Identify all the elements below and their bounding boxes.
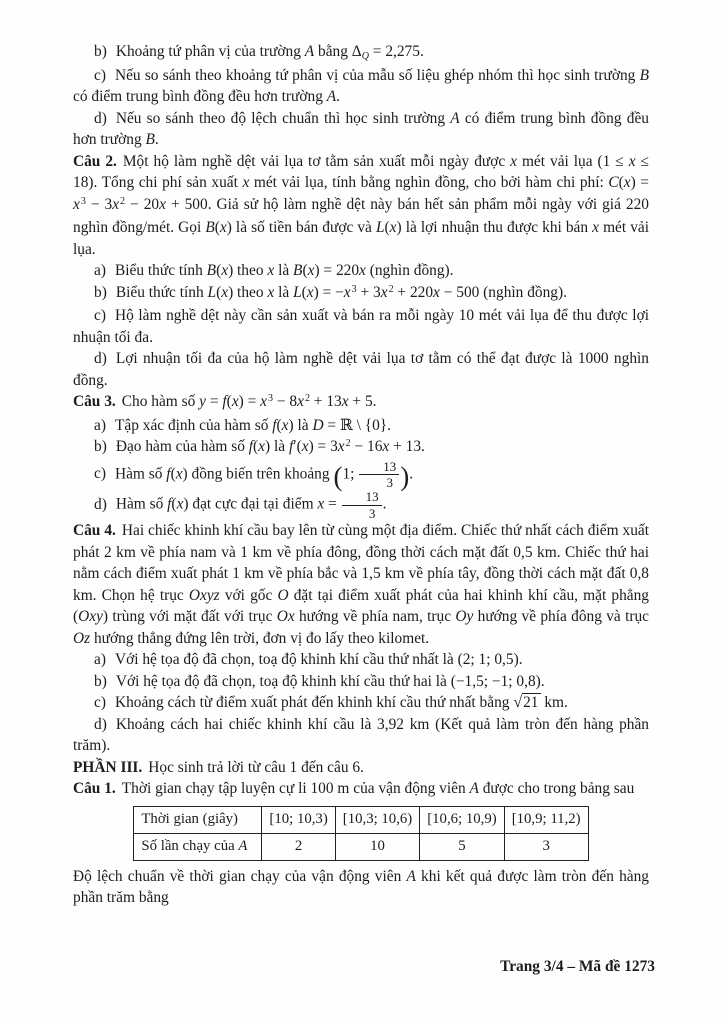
math-variable: x — [592, 219, 599, 236]
math-variable: x — [73, 195, 80, 213]
superscript: 2 — [120, 195, 126, 207]
math-variable: x — [176, 495, 184, 513]
math-variable: x — [258, 438, 266, 455]
part2-q2-item-d-label: d) — [94, 350, 107, 367]
math-variable: B — [293, 262, 303, 279]
math-variable: Oz — [73, 629, 91, 647]
fraction-denominator: 3 — [342, 505, 382, 521]
part2-q3-item-a: a) Tập xác định của hàm số f(x) là D = ℝ \ {0}. — [94, 416, 392, 434]
math-variable: Oxy — [78, 608, 103, 626]
math-variable: A — [304, 43, 315, 60]
math-variable: f — [167, 495, 172, 513]
part2-q2: Câu 2. Một hộ làm nghề dệt vải lụa tơ tằm sản xuất mỗi ngày được x mét vải lụa (1 ≤ x ≤ 18). Tổng chi phí sản xuất x mét vải lụa, tính bằng nghìn đồng, cho bởi hàm chi phí: $C(x) = x^3 - 3x^2 - 20x + 500$. Giả sử hộ làm nghề dệt này bán hết sản phẩm mỗi ngày với giá 220 nghìn đồng/mét. Gọi B(x) là số tiền bán được và L(x) là lợi nhuận thu được khi bán x mét vải lụa. — [73, 152, 650, 258]
row-header-cell: Thời gian (giây) — [134, 806, 262, 833]
part2-q3-item-c: c) Hàm số f(x) đồng biến trên khoảng (1; $\frac{13}{3}$ ). — [94, 458, 414, 492]
part3-q1-table — [133, 806, 588, 861]
radical-sign: √ — [513, 694, 523, 712]
math-variable: y — [199, 393, 206, 410]
part2-q1-item-c-label: c) — [94, 66, 106, 84]
math-variable: x — [389, 219, 397, 236]
part2-q2-item-b: b) Biểu thức tính L(x) theo x là $L(x) = -x^3 + 3x^2 + 220x - 500$ (nghìn đồng). — [94, 283, 567, 301]
part2-q2-item-c-label: c) — [94, 307, 106, 324]
part2-q1-item-c: c) Nếu so sánh theo khoảng tứ phân vị của mẫu số liệu ghép nhóm thì học sinh trường B có điểm trung bình đồng đều hơn trường A. — [73, 66, 649, 105]
part2-q3: Câu 3. Cho hàm số $y = f(x) = x^3 - 8x^2 + 13x + 5$. — [73, 393, 377, 410]
math-variable: x — [317, 495, 325, 513]
math-variable: x — [510, 152, 517, 170]
exam-content — [73, 41, 649, 909]
math-variable: x — [341, 393, 349, 410]
row-header-cell: Số lần chạy của A — [134, 833, 262, 860]
part2-q3-item-a-label: a) — [94, 416, 106, 434]
math-variable: x — [221, 262, 229, 279]
math-variable: f — [272, 416, 277, 434]
part2-q3-label: Câu 3. — [73, 393, 116, 410]
superscript: 2 — [388, 283, 394, 295]
math-variable: f — [288, 438, 294, 455]
square-root — [513, 693, 540, 711]
part3-q1-label: Câu 1. — [73, 780, 116, 798]
math-variable: x — [307, 262, 315, 279]
math-variable: x — [382, 438, 390, 455]
math-variable: C — [608, 174, 619, 191]
radicand: 21 — [523, 694, 539, 712]
math-variable: A — [406, 867, 416, 885]
part2-q3-item-c-label: c) — [94, 465, 106, 483]
big-parenthesis: ( — [333, 461, 343, 492]
superscript: 2 — [304, 393, 310, 404]
part2-q2-item-c: c) Hộ làm nghề dệt này cần sản xuất và bán ra mỗi ngày 10 mét vải lụa để thu được lợi nhuận tối đa. — [73, 307, 649, 346]
part2-q2-item-a-label: a) — [94, 262, 106, 279]
math-variable: A — [450, 109, 460, 127]
part2-q4-item-a: a) Với hệ tọa độ đã chọn, toạ độ khinh khí cầu thứ nhất là (2; 1; 0,5). — [94, 651, 523, 669]
table-cell: 2 — [262, 833, 335, 860]
part2-q2-item-d: d) Lợi nhuận tối đa của hộ làm nghề dệt vải lụa tơ tằm có thể đạt được là 1000 nghìn đồng. — [73, 350, 649, 389]
math-variable: B — [206, 262, 217, 279]
part2-q4-item-c: c) Khoảng cách từ điểm xuất phát đến khinh khí cầu thứ nhất bằng √21 km. — [94, 694, 568, 712]
table-cell: 10 — [335, 833, 419, 860]
part3-heading-label: PHẦN III. — [73, 758, 143, 776]
part2-q4: Câu 4. Hai chiếc khinh khí cầu bay lên từ cùng một địa điểm. Chiếc thứ nhất cách điểm xuất phát 2 km về phía nam và 1 km về phía đông, đồng thời cách mặt đất 0,5 km. Chiếc thứ hai nằm cách điểm xuất phát 1 km về phía bắc và 1,5 km về phía tây, đồng thời cách mặt đất 0,8 km. Chọn hệ trục Oxyz với gốc O đặt tại điểm xuất phát của hai khinh khí cầu, mặt phẳng (Oxy) trùng với mặt đất với trục Ox hướng về phía nam, trục Oy hướng về phía đông và trục Oz hướng thẳng đứng lên trời, đơn vị đo lấy theo kilomet. — [73, 522, 649, 647]
math-variable: x — [221, 283, 229, 301]
part2-q4-item-a-label: a) — [94, 651, 106, 669]
superscript: 2 — [345, 438, 351, 449]
part2-q4-label: Câu 4. — [73, 522, 116, 540]
math-variable: x — [301, 438, 309, 455]
part2-q1-item-b-label: b) — [94, 43, 107, 60]
part2-q4-item-d-label: d) — [94, 715, 107, 733]
math-variable: x — [628, 152, 636, 170]
math-variable: x — [175, 465, 183, 483]
math-variable: L — [293, 283, 302, 301]
part2-q1-item-b: b) Khoảng tứ phân vị của trường A bằng ΔQ = 2,275. — [94, 43, 424, 62]
math-variable: x — [112, 195, 120, 213]
fraction-numerator: 13 — [365, 489, 379, 505]
math-variable: O — [277, 586, 289, 604]
part2-q4-item-b: b) Với hệ tọa độ đã chọn, toạ độ khinh khí cầu thứ hai là (−1,5; −1; 0,8). — [94, 672, 545, 690]
math-variable: B — [205, 219, 215, 236]
part3-q1: Câu 1. Thời gian chạy tập luyện cự li 100 m của vận động viên A được cho trong bảng sau — [73, 780, 635, 798]
math-variable: x — [359, 262, 366, 279]
math-variable: L — [207, 283, 217, 301]
fraction-denominator: 3 — [359, 474, 399, 490]
part2-q2-label: Câu 2. — [73, 152, 117, 170]
table-cell: [10; 10,3) — [262, 806, 335, 833]
page-footer: Trang 3/4 – Mã đề 1273 — [500, 958, 655, 975]
math-variable: x — [267, 283, 275, 301]
math-variable: x — [343, 283, 351, 301]
math-variable: f — [248, 438, 254, 455]
superscript: 3 — [268, 393, 274, 404]
math-variable: x — [297, 393, 304, 410]
fraction-numerator: 13 — [383, 458, 397, 474]
math-variable: A — [326, 88, 337, 105]
part2-q4-item-b-label: b) — [94, 672, 107, 690]
part2-q1-item-d: d) Nếu so sánh theo độ lệch chuẩn thì học sinh trường A có điểm trung bình đồng đều hơn trường B. — [73, 109, 649, 148]
part2-q2-item-b-label: b) — [94, 283, 107, 301]
math-variable: A — [469, 780, 479, 798]
part2-q3-item-d-label: d) — [94, 495, 107, 513]
math-variable: x — [219, 219, 227, 236]
table-row — [134, 806, 588, 833]
script-letter: D — [312, 416, 324, 434]
table-cell: [10,9; 11,2) — [504, 806, 588, 833]
math-variable: x — [242, 174, 250, 191]
math-variable: x — [337, 438, 345, 455]
part2-q4-item-c-label: c) — [94, 694, 106, 712]
math-variable: f — [166, 465, 171, 483]
part2-q3-item-b-label: b) — [94, 438, 107, 455]
math-variable: B — [145, 131, 155, 148]
math-variable: x — [306, 283, 314, 301]
part2-q3-item-d: d) Hàm số f(x) đạt cực đại tại điểm x = $\frac{13}{3}$ . — [94, 489, 387, 521]
table-cell: 5 — [420, 833, 504, 860]
fraction — [359, 460, 399, 490]
math-variable: Oxyz — [188, 586, 220, 604]
math-variable: x — [380, 283, 388, 301]
math-variable: x — [623, 174, 631, 191]
table-row — [134, 833, 588, 860]
table-cell: [10,6; 10,9) — [420, 806, 504, 833]
part3-q1-closing: Độ lệch chuẩn về thời gian chạy của vận động viên A khi kết quả được làm tròn đến hàng phần trăm bằng — [73, 867, 649, 907]
superscript: 3 — [351, 283, 357, 295]
math-variable: Ox — [276, 608, 295, 626]
big-parenthesis: ) — [400, 461, 410, 492]
math-variable: Oy — [455, 608, 474, 626]
fraction — [342, 490, 382, 520]
math-variable: B — [639, 66, 649, 84]
math-variable: x — [433, 283, 440, 301]
table-cell: 3 — [504, 833, 588, 860]
math-variable: x — [281, 416, 289, 434]
math-variable: f — [222, 393, 227, 410]
part3-heading: PHẦN III. Học sinh trả lời từ câu 1 đến câu 6. — [73, 758, 364, 776]
math-variable: x — [231, 393, 239, 410]
superscript: 3 — [80, 195, 86, 207]
math-variable: x — [159, 195, 166, 213]
math-variable: A — [238, 838, 248, 855]
table-cell: [10,3; 10,6) — [335, 806, 419, 833]
math-variable: L — [375, 219, 385, 236]
part2-q4-item-d: d) Khoảng cách hai chiếc khinh khí cầu là 3,92 km (Kết quả làm tròn đến hàng phần trăm). — [73, 715, 649, 755]
part2-q2-item-a: a) Biểu thức tính B(x) theo x là B(x) = 220x (nghìn đồng). — [94, 262, 454, 279]
math-variable: x — [260, 393, 268, 410]
part2-q1-item-d-label: d) — [94, 109, 107, 127]
math-variable: x — [267, 262, 275, 279]
part2-q3-item-b: b) Đạo hàm của hàm số f(x) là $f'(x) = 3x^2 - 16x + 13$. — [94, 438, 425, 455]
subscript: Q — [361, 51, 369, 62]
